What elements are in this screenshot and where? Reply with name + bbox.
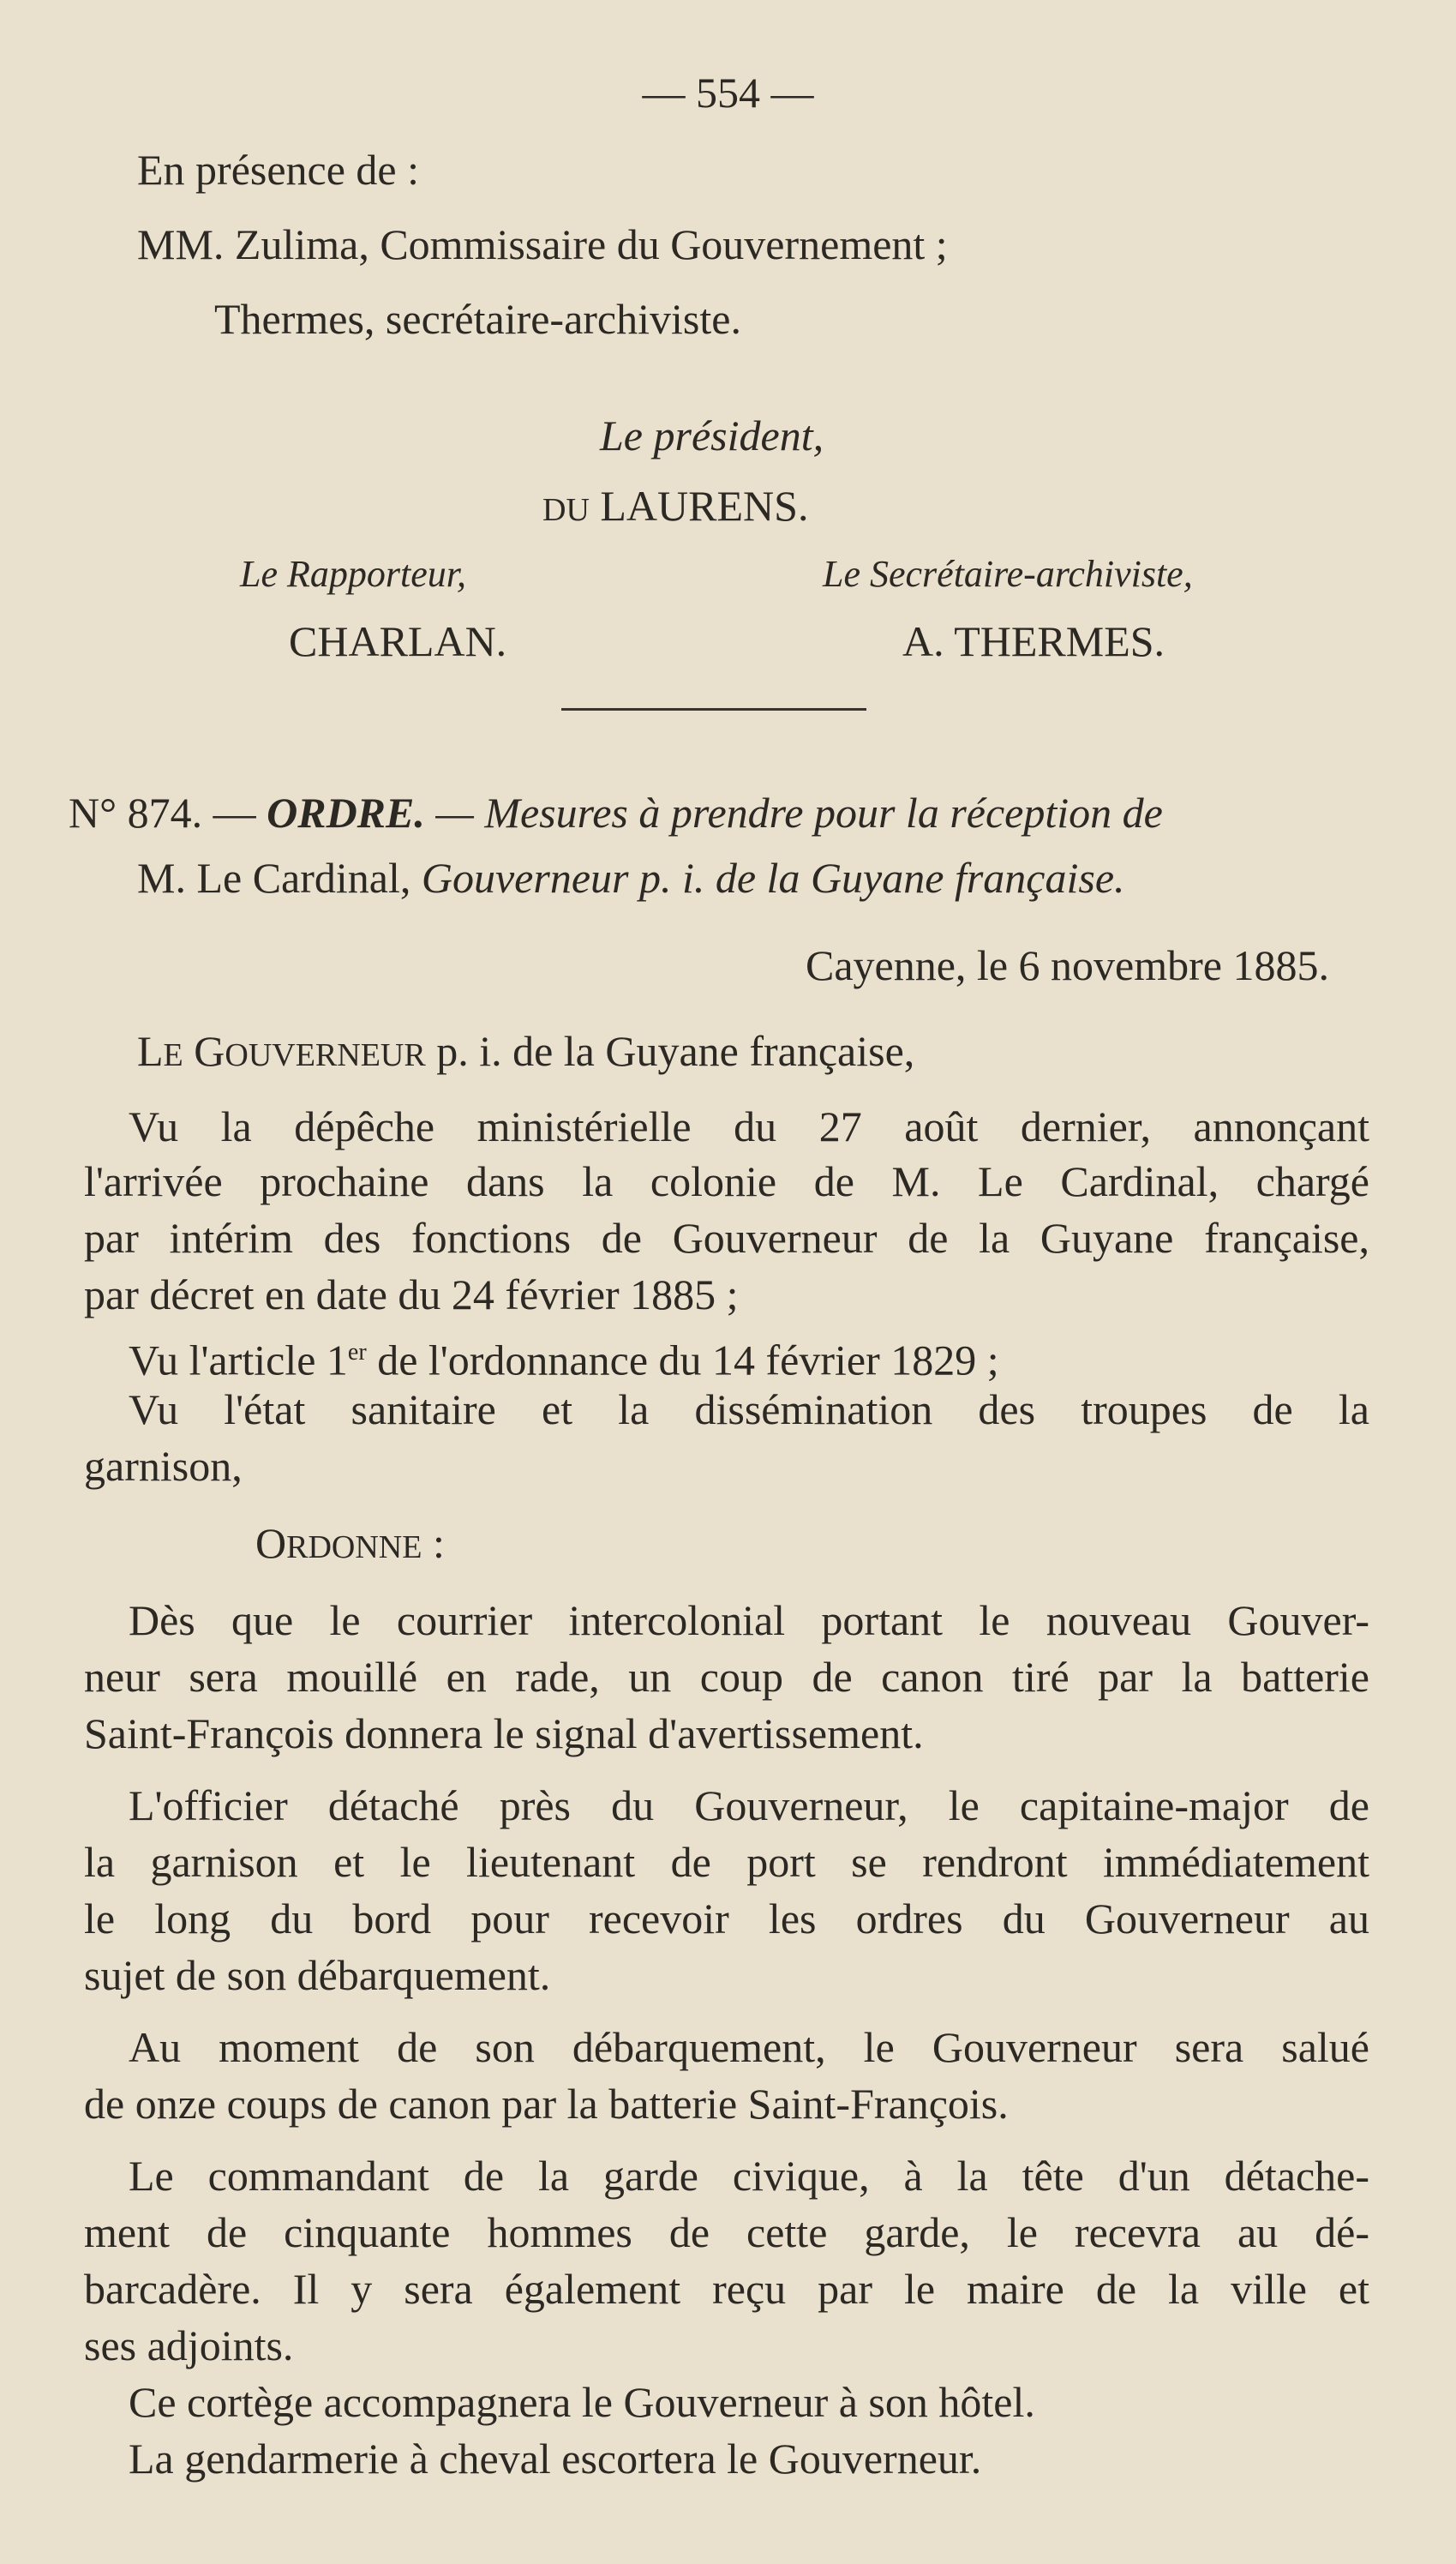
page-number: — 554 — (642, 69, 814, 117)
order-type: ORDRE. (267, 789, 425, 837)
body-line: de onze coups de canon par la batterie Saint-François. (84, 2080, 1009, 2128)
vu2-text-b: de l'ordonnance du 14 février 1829 ; (366, 1336, 999, 1384)
gouverneur-g-rest: OUVERNEUR (225, 1037, 426, 1073)
secretaire-name: A. THERMES. (902, 617, 1165, 665)
body-line: neur sera mouillé en rade, un coup de canon tiré par la batterie (84, 1653, 1369, 1701)
gouverneur-tail: p. i. de la Guyane française, (436, 1027, 915, 1075)
vu3-line2: garnison, (84, 1442, 243, 1490)
vu2-text-a: Vu l'article 1 (129, 1336, 348, 1384)
body-line: Saint-François donnera le signal d'avertissement. (84, 1709, 924, 1757)
gouverneur-initial-g: G (194, 1027, 225, 1075)
gouverneur-le-rest: E (163, 1037, 183, 1073)
vu2-line (129, 1327, 999, 1386)
vu1-line2: l'arrivée prochaine dans la colonie de M. Le Cardinal, chargé (84, 1157, 1369, 1205)
ordonne-heading (255, 1517, 445, 1573)
body-line: le long du bord pour recevoir les ordres du Gouverneur au (84, 1894, 1369, 1943)
rapporteur-name: CHARLAN. (289, 617, 507, 665)
order-title-line1: — Mesures à prendre pour la réception de (435, 789, 1163, 837)
body-line: Ce cortège accompagnera le Gouverneur à son hôtel. (129, 2378, 1035, 2426)
vu2-superscript: er (347, 1339, 367, 1366)
order-title-rest: Gouverneur p. i. de la Guyane française. (421, 854, 1125, 902)
secretaire-title: Le Secrétaire-archiviste, (823, 553, 1193, 595)
rapporteur-title: Le Rapporteur, (240, 553, 466, 595)
vu1-line4: par décret en date du 24 février 1885 ; (84, 1270, 739, 1318)
president-name (542, 480, 808, 536)
order-dash: — (213, 789, 256, 837)
body-line: la garnison et le lieutenant de port se rendront immédiatement (84, 1838, 1369, 1886)
body-line: barcadère. Il y sera également reçu par le maire de la ville et (84, 2265, 1369, 2313)
ordonne-colon: : (422, 1519, 445, 1567)
body-line: Dès que le courrier intercolonial portant le nouveau Gouver- (129, 1596, 1369, 1644)
president-title: Le président, (600, 411, 824, 459)
place-date: Cayenne, le 6 novembre 1885. (806, 941, 1329, 989)
presence-line-thermes: Thermes, secrétaire-archiviste. (214, 295, 741, 343)
president-name-text: LAURENS. (600, 482, 809, 530)
order-title-m: M. Le Cardinal, (137, 854, 411, 902)
body-line: Le commandant de la garde civique, à la tête d'un détache- (129, 2152, 1369, 2200)
order-number: N° 874. (69, 789, 203, 837)
ordonne-initial: O (255, 1519, 287, 1567)
gouverneur-line (137, 1025, 914, 1081)
presence-line-zulima: MM. Zulima, Commissaire du Gouvernement ; (137, 220, 948, 268)
body-line: L'officier détaché près du Gouverneur, le capitaine-major de (129, 1781, 1369, 1829)
ordonne-rest: RDONNE (286, 1529, 422, 1565)
vu1-line1: Vu la dépêche ministérielle du 27 août dernier, annonçant (129, 1102, 1369, 1150)
vu3-line1: Vu l'état sanitaire et la dissémination des troupes de la (129, 1385, 1369, 1433)
gouverneur-initial-le: L (137, 1027, 164, 1075)
presence-intro: En présence de : (137, 146, 420, 194)
body-line: ment de cinquante hommes de cette garde, le recevra au dé- (84, 2208, 1369, 2256)
body-line: Au moment de son débarquement, le Gouverneur sera salué (129, 2023, 1369, 2071)
order-heading-line1 (69, 787, 1163, 838)
president-name-particle: DU (542, 492, 590, 528)
body-line: sujet de son débarquement. (84, 1951, 551, 1999)
body-line: La gendarmerie à cheval escortera le Gouverneur. (129, 2435, 982, 2483)
order-heading-line2 (137, 852, 1125, 904)
body-line: ses adjoints. (84, 2321, 294, 2369)
section-divider (561, 708, 866, 711)
vu1-line3: par intérim des fonctions de Gouverneur de la Guyane française, (84, 1214, 1369, 1262)
